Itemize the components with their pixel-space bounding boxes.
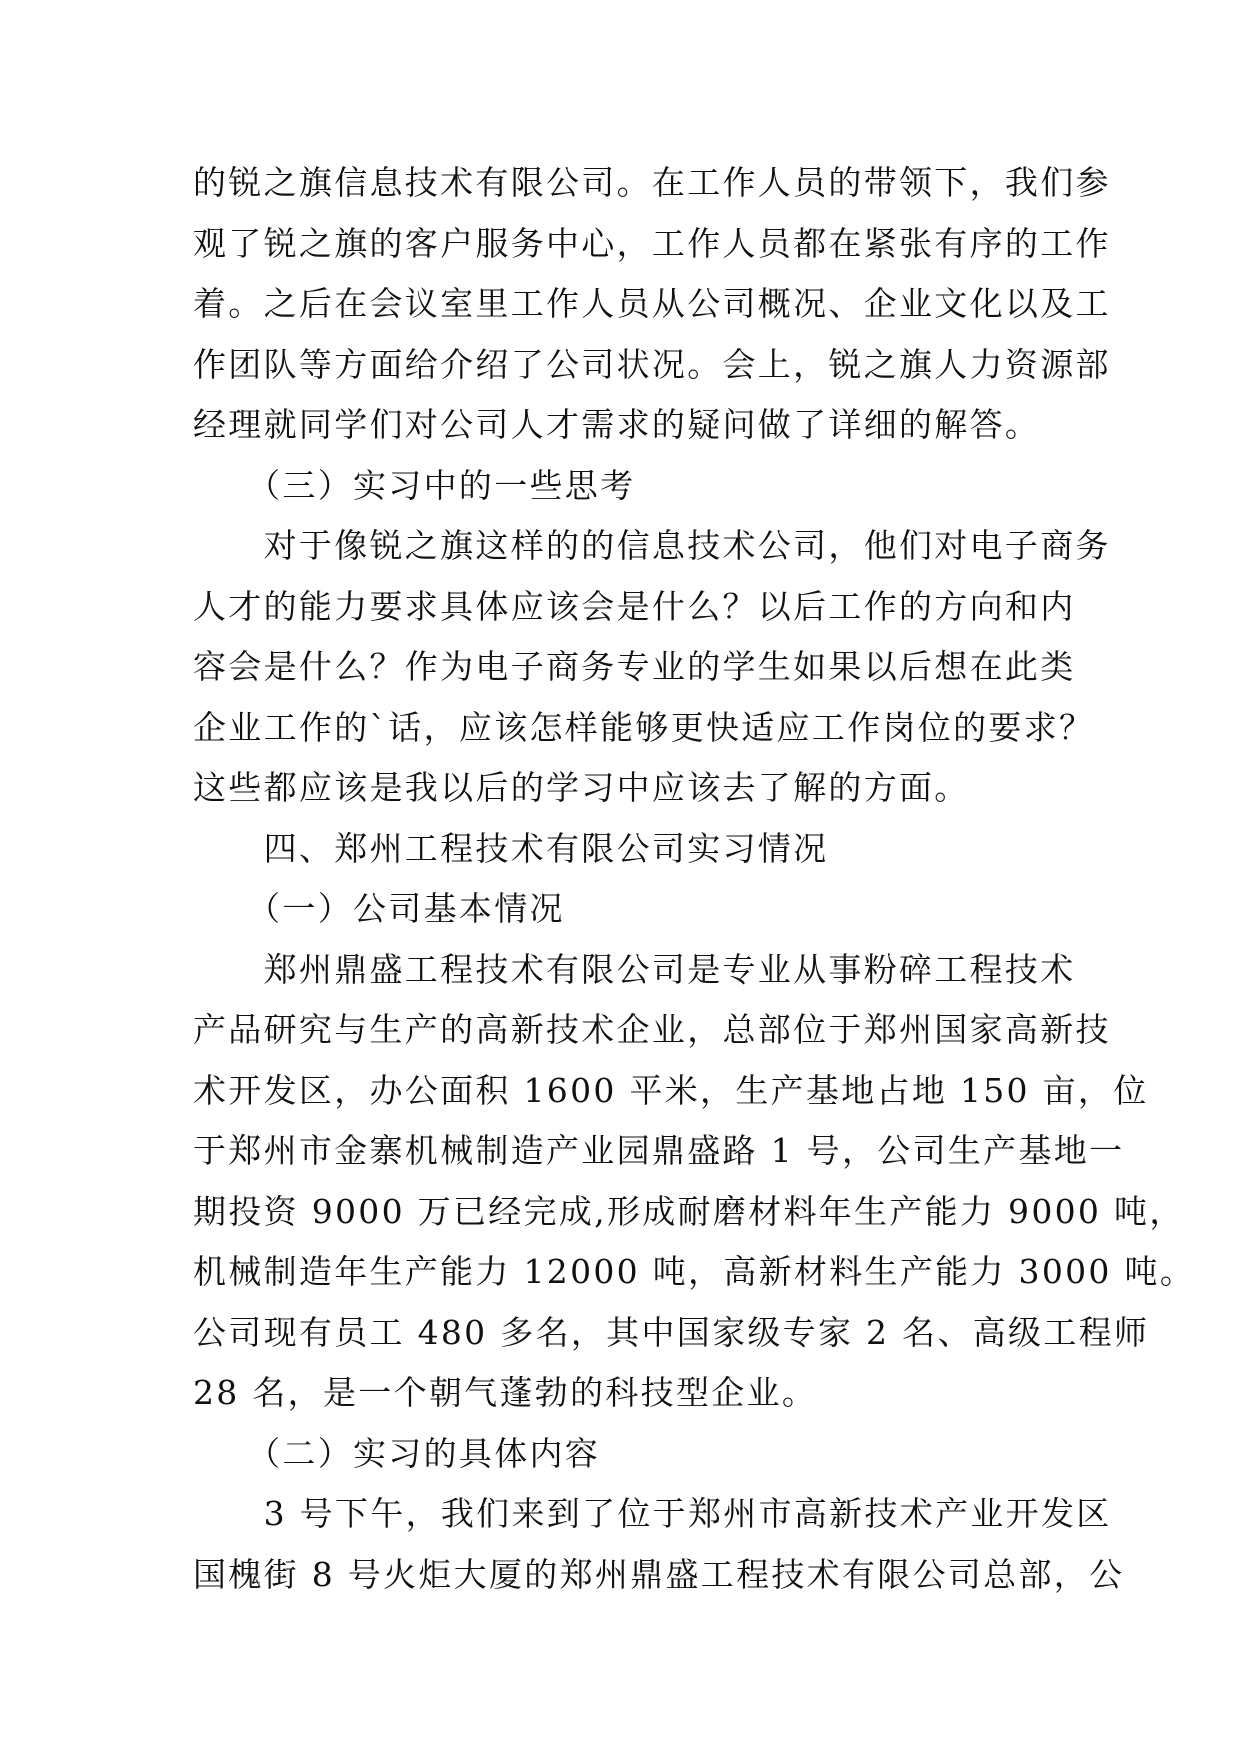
section-heading: 四、郑州工程技术有限公司实习情况: [193, 828, 829, 868]
section-heading: （一）公司基本情况: [193, 889, 565, 928]
document-body: [193, 153, 1196, 1605]
text-line: 术开发区，办公面积 1600 平米，生产基地占地 150 亩，位: [193, 1070, 1149, 1110]
text-line: 28 名，是一个朝气蓬勃的科技型企业。: [193, 1373, 818, 1412]
section-heading: （三）实习中的一些思考: [193, 465, 636, 505]
text-line: 产品研究与生产的高新技术企业，总部位于郑州国家高新技: [193, 1010, 1111, 1049]
text-line: 企业工作的`话，应该怎样能够更快适应工作岗位的要求？: [193, 707, 1095, 747]
text-line: 着。之后在会议室里工作人员从公司概况、企业文化以及工: [193, 284, 1111, 323]
text-line: 作团队等方面给介绍了公司状况。会上，锐之旗人力资源部: [193, 344, 1111, 384]
text-line: 这些都应该是我以后的学习中应该去了解的方面。: [193, 768, 970, 807]
text-line: 经理就同学们对公司人才需求的疑问做了详细的解答。: [193, 405, 1041, 444]
text-line: 人才的能力要求具体应该会是什么？以后工作的方向和内: [193, 586, 1076, 626]
text-line: 郑州鼎盛工程技术有限公司是专业从事粉碎工程技术: [193, 949, 1076, 989]
text-line: 于郑州市金寨机械制造产业园鼎盛路 1 号，公司生产基地一: [193, 1131, 1125, 1170]
text-line: 容会是什么？作为电子商务专业的学生如果以后想在此类: [193, 647, 1076, 686]
text-line: 的锐之旗信息技术有限公司。在工作人员的带领下，我们参: [193, 163, 1111, 202]
text-line: 对于像锐之旗这样的的信息技术公司，他们对电子商务: [193, 526, 1111, 565]
text-line: 公司现有员工 480 多名，其中国家级专家 2 名、高级工程师: [193, 1312, 1150, 1352]
text-line: 观了锐之旗的客户服务中心，工作人员都在紧张有序的工作: [193, 223, 1111, 263]
section-heading: （二）实习的具体内容: [193, 1433, 601, 1473]
text-line: 国槐街 8 号火炬大厦的郑州鼎盛工程技术有限公司总部，公: [193, 1554, 1125, 1594]
text-line: 3 号下午，我们来到了位于郑州市高新技术产业开发区: [193, 1494, 1112, 1533]
text-line: 机械制造年生产能力 12000 吨，高新材料生产能力 3000 吨。: [193, 1252, 1196, 1291]
text-line: 期投资 9000 万已经完成,形成耐磨材料年生产能力 9000 吨，: [193, 1191, 1185, 1231]
